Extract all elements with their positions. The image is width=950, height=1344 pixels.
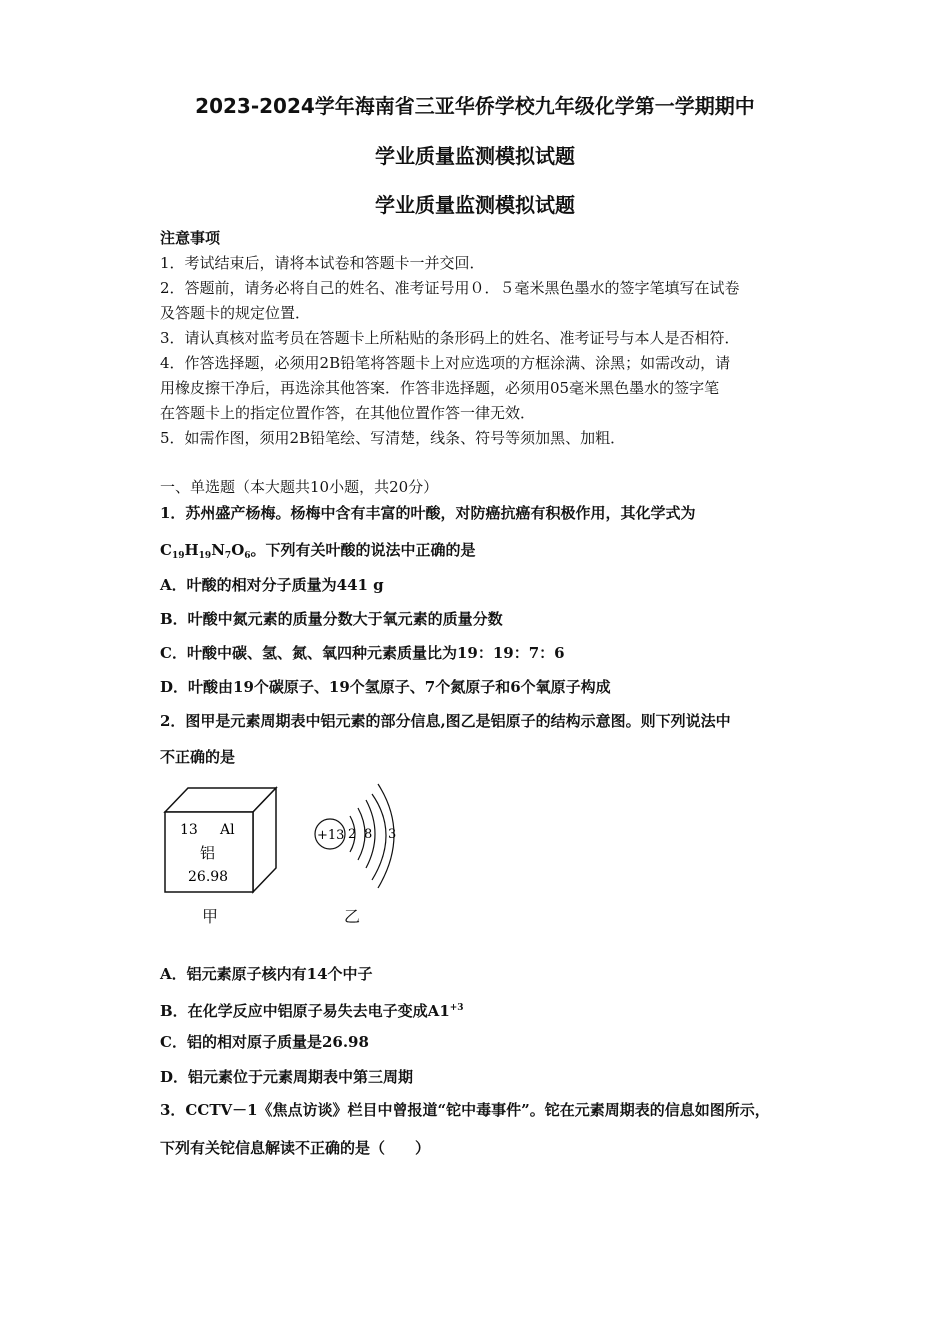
q2-option-a: A．铝元素原子核内有14个中子 <box>160 965 373 983</box>
folic-acid-formula: $C_{19}H_{19}N_7O_6$ <box>160 541 251 561</box>
element-number: 13 <box>180 822 198 838</box>
q2-option-c: C．铝的相对原子质量是26.98 <box>160 1033 369 1051</box>
notice-item: 1．考试结束后，请将本试卷和答题卡一并交回． <box>160 254 485 272</box>
question-1-stem-line2: $C_{19}H_{19}N_7O_6$。下列有关叶酸的说法中正确的是 <box>160 541 476 561</box>
question-2-stem: 2．图甲是元素周期表中铝元素的部分信息,图乙是铝原子的结构示意图。则下列说法中 <box>160 712 731 730</box>
figure-label-yi: 乙 <box>344 907 361 926</box>
shell-electrons-2: 8 <box>364 827 373 842</box>
question-1-stem: 1．苏州盛产杨梅。杨梅中含有丰富的叶酸，对防癌抗癌有积极作用，其化学式为 <box>160 504 696 522</box>
q1-option-d: D．叶酸由19个碳原子、19个氢原子、7个氮原子和6个氧原子构成 <box>160 678 611 696</box>
question-3-stem-line2: 下列有关铊信息解读不正确的是（ ） <box>160 1139 431 1157</box>
electron-shell-outer <box>372 794 386 880</box>
notice-item: 及答题卡的规定位置． <box>160 304 311 322</box>
notice-item: 3．请认真核对监考员在答题卡上所粘贴的条形码上的姓名、准考证号与本人是否相符． <box>160 329 740 347</box>
nucleus-charge: +13 <box>317 828 345 843</box>
notice-heading: 注意事项 <box>160 229 221 247</box>
element-symbol: Al <box>220 822 235 838</box>
question-3-stem: 3．CCTV－1《焦点访谈》栏目中曾报道“铊中毒事件”。铊在元素周期表的信息如图所示， <box>160 1101 770 1119</box>
section-heading: 一、单选题（本大题共10小题，共20分） <box>160 478 439 496</box>
question-2-stem-line2: 不正确的是 <box>160 748 236 766</box>
shell-electrons-3: 3 <box>388 827 397 842</box>
element-mass: 26.98 <box>188 869 229 885</box>
page-subtitle-repeat: 学业质量监测模拟试题 <box>375 193 575 217</box>
element-name: 铝 <box>200 844 216 862</box>
q1-option-a: A．叶酸的相对分子质量为441 g <box>160 576 384 594</box>
q2-option-b: B．在化学反应中铝原子易失去电子变成$A1^{+3}$ <box>160 1002 464 1020</box>
q1-option-b: B．叶酸中氮元素的质量分数大于氧元素的质量分数 <box>160 610 503 628</box>
notice-item: 用橡皮擦干净后，再选涂其他答案．作答非选择题，必须用05毫米黑色墨水的签字笔 <box>160 379 720 397</box>
q1-option-c: C．叶酸中碳、氢、氮、氧四种元素质量比为19：19：7：6 <box>160 644 565 662</box>
figure-label-jia: 甲 <box>202 907 219 926</box>
aluminum-figure-graphic <box>160 780 420 930</box>
notice-item: 在答题卡上的指定位置作答，在其他位置作答一律无效． <box>160 404 536 422</box>
notice-item: 5．如需作图，须用2B铅笔绘、写清楚，线条、符号等须加黑、加粗． <box>160 429 626 447</box>
aluminum-figure <box>160 780 420 930</box>
shell-electrons-1: 2 <box>348 827 357 842</box>
notice-item: 2．答题前，请务必将自己的姓名、准考证号用０．５毫米黑色墨水的签字笔填写在试卷 <box>160 279 740 297</box>
page-subtitle: 学业质量监测模拟试题 <box>375 144 575 168</box>
notice-item: 4．作答选择题，必须用2B铅笔将答题卡上对应选项的方框涂满、涂黑；如需改动，请 <box>160 354 731 372</box>
page-title: 2023-2024学年海南省三亚华侨学校九年级化学第一学期期中 <box>195 94 755 118</box>
q2-option-d: D．铝元素位于元素周期表中第三周期 <box>160 1068 414 1086</box>
